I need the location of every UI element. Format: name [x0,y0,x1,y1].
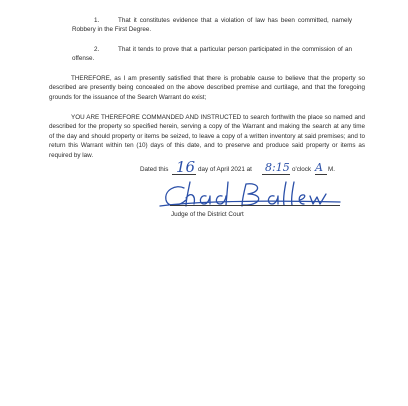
numbered-finding-1 [72,16,352,35]
item-number: 2. [94,46,100,53]
finding-text: That it constitutes evidence that a violation of law has been committed, namely Robbery in the First Degree. [72,17,352,34]
numbered-finding-2 [72,45,352,64]
judge-title: Judge of the District Court [171,211,244,218]
finding-text: That it tends to prove that a particular person participated in the commission of an offense. [72,46,352,63]
oclock-label: o'clock [292,166,312,173]
signature-line [170,205,340,206]
time-underline [262,174,290,175]
handwritten-meridiem: A [315,161,323,174]
dated-middle: day of April 2021 at [198,166,252,173]
item-number: 1. [94,17,100,24]
dated-prefix: Dated this [140,166,169,173]
therefore-paragraph: THEREFORE, as I am presently satisfied that there is probable cause to believe that the property so described are presently being concealed on the above described premise and curtilage, and that the foregoing grounds for the issuance of the Search Warrant do exist; [49,75,365,101]
meridiem-suffix: M. [328,166,335,173]
dated-line [140,160,380,180]
handwritten-day: 16 [176,158,196,176]
meridiem-underline [315,174,327,175]
handwritten-time: 8:15 [265,161,290,174]
commanded-paragraph: YOU ARE THEREFORE COMMANDED AND INSTRUCTED to search forthwith the place so named and described for the property so specified herein, serving a copy of the Warrant and making the search at any time of the day and should property or items be seized, to leave a copy of a written inventory at said premises; and to return this Warrant within ten (10) days of this date, and to preserve and produce said property or items as required by law. [49,114,365,159]
